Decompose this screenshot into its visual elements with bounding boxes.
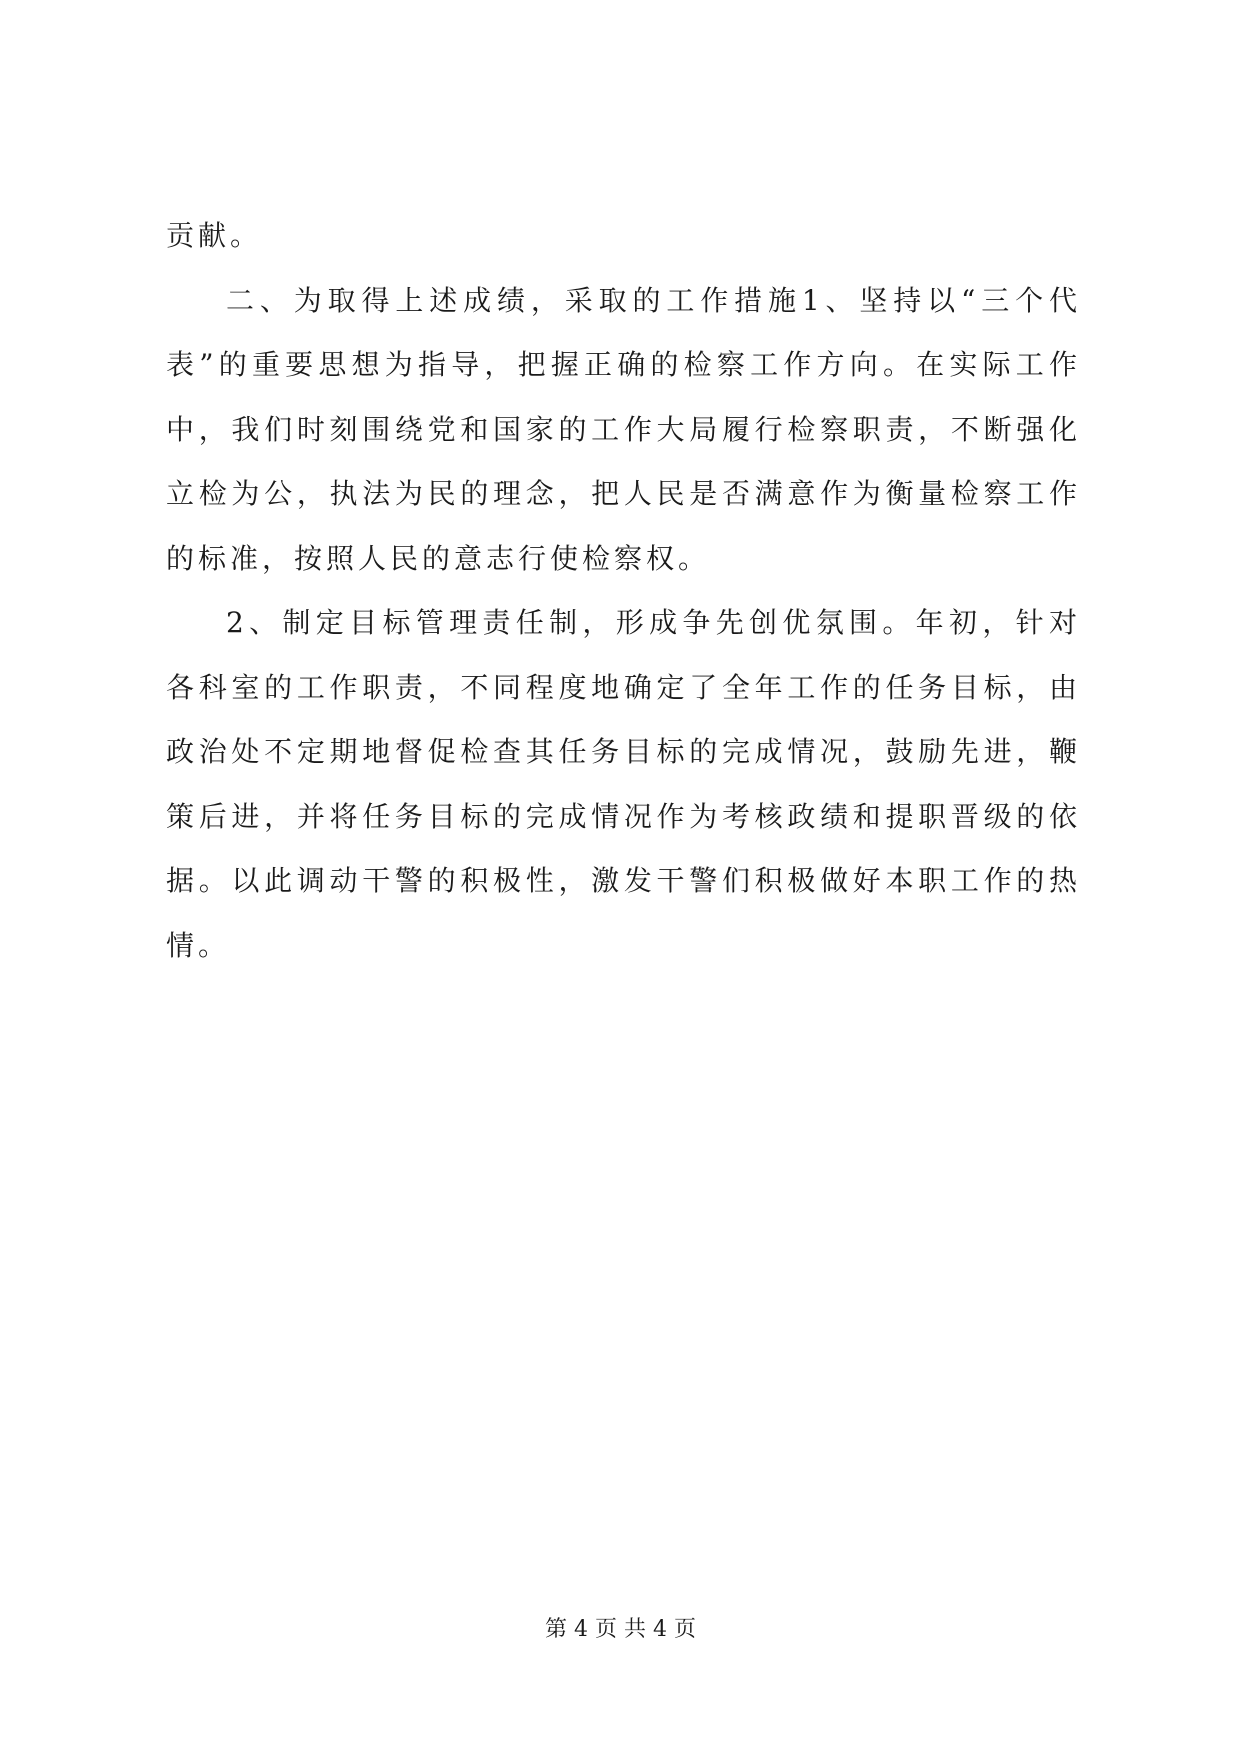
paragraph-line: 据。以此调动干警的积极性，激发干警们积极做好本职工作的热 <box>166 864 1081 897</box>
paragraph-line: 2、制定目标管理责任制，形成争先创优氛围。年初，针对 <box>226 606 1081 639</box>
page-footer: 第 4 页 共 4 页 <box>545 1617 696 1642</box>
paragraph-line: 各科室的工作职责，不同程度地确定了全年工作的任务目标，由 <box>166 670 1081 704</box>
paragraph-line: 表”的重要思想为指导，把握正确的检察工作方向。在实际工作 <box>166 348 1081 381</box>
paragraph-line: 二、为取得上述成绩，采取的工作措施1、坚持以“三个代 <box>226 283 1081 317</box>
paragraph-line: 中，我们时刻围绕党和国家的工作大局履行检察职责，不断强化 <box>166 412 1081 446</box>
paragraph-line: 的标准，按照人民的意志行使检察权。 <box>166 541 711 575</box>
paragraph-line: 政治处不定期地督促检查其任务目标的完成情况，鼓励先进，鞭 <box>166 735 1081 768</box>
paragraph-line: 立检为公，执法为民的理念，把人民是否满意作为衡量检察工作 <box>166 477 1081 510</box>
document-body <box>166 204 1081 978</box>
paragraph-line: 贡献。 <box>166 219 263 252</box>
paragraph-line: 情。 <box>166 928 231 962</box>
paragraph-line: 策后进，并将任务目标的完成情况作为考核政绩和提职晋级的依 <box>166 799 1081 833</box>
